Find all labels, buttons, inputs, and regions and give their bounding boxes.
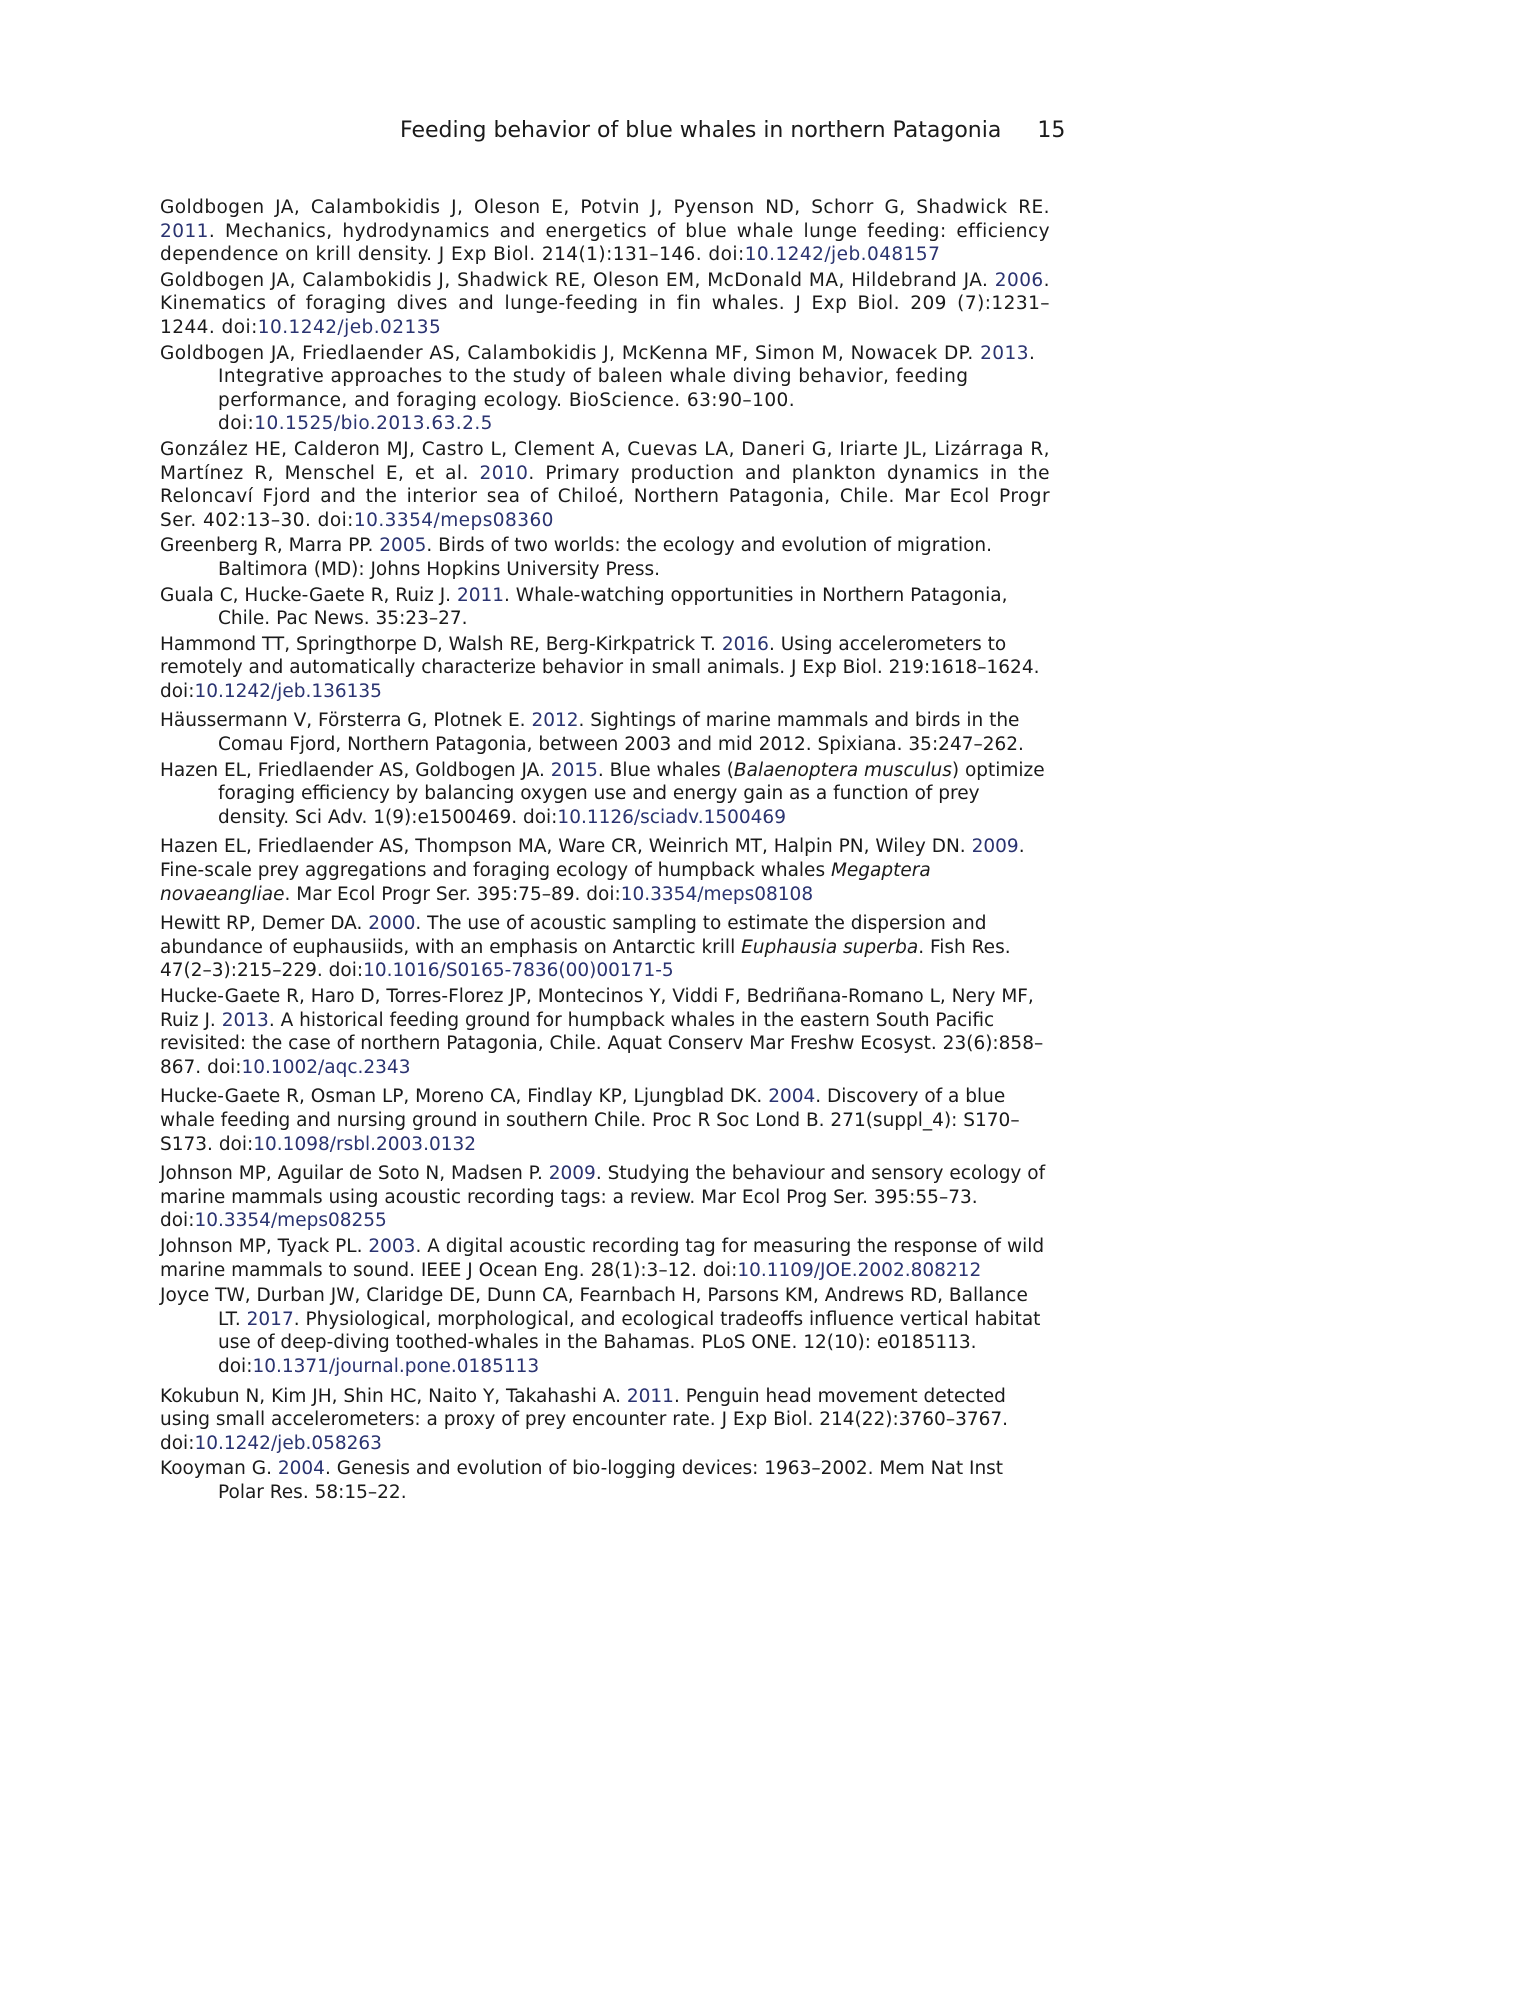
reference-authors: Greenberg R, Marra PP. [160,535,374,557]
reference-year-link[interactable]: 2017 [246,1308,294,1330]
reference-year-link[interactable]: 2009 [548,1163,596,1185]
reference-text: . Kinematics of foraging dives and lunge-feeding in fin whales. J Exp Biol. 209 (7):1231–1244. doi: [160,269,1050,338]
reference-item [160,438,1050,532]
running-head-title: Feeding behavior of blue whales in northern Patagonia [400,118,1002,143]
reference-item [160,1235,1050,1282]
reference-authors: Kokubun N, Kim JH, Shin HC, Naito Y, Takahashi A. [160,1385,621,1407]
reference-year-link[interactable]: 2013 [980,342,1029,364]
reference-doi-link[interactable]: 10.1242/jeb.136135 [194,680,382,702]
reference-text: . Birds of two worlds: the ecology and evolution of migration. Baltimora (MD): Johns Hopkins University Press. [218,535,993,580]
reference-item [160,196,1050,267]
reference-authors: Guala C, Hucke-Gaete R, Ruiz J. [160,584,452,606]
reference-authors: Johnson MP, Aguilar de Soto N, Madsen P. [160,1163,543,1185]
running-head [400,118,1065,143]
reference-year-link[interactable]: 2015 [550,759,598,781]
reference-doi-link[interactable]: 10.1109/JOE.2002.808212 [737,1259,982,1281]
reference-item [160,1162,1050,1233]
reference-year-link[interactable]: 2011 [160,220,209,242]
reference-item [160,269,1050,340]
reference-item [160,835,1050,906]
reference-item [160,1085,1050,1156]
reference-year-link[interactable]: 2006 [994,269,1044,291]
reference-doi-link[interactable]: 10.1242/jeb.058263 [194,1432,382,1454]
reference-text: . Physiological, morphological, and ecological tradeoffs influence vertical habitat use of deep-diving toothed-whales in the Bahamas. PLoS ONE. 12(10): e0185113. doi: [218,1308,1041,1377]
reference-doi-link[interactable]: 10.1525/bio.2013.63.2.5 [254,413,493,435]
reference-item [160,342,1050,436]
reference-text: . Primary production and plankton dynamics in the Reloncaví Fjord and the interior sea of Chiloé, Northern Patagonia, Chile. Mar Ecol Progr Ser. 402:13–30. doi: [160,462,1050,531]
reference-year-link[interactable]: 2012 [531,710,579,732]
reference-authors: Hucke-Gaete R, Haro D, Torres-Florez JP, Montecinos Y, Viddi F, Bedriñana-Romano L, Nery MF, Ruiz J. [160,986,1034,1031]
species-name: Euphausia superba [741,936,919,958]
reference-item [160,633,1050,704]
reference-text-cont: ) optimize foraging efficiency by balancing oxygen use and energy gain as a function of prey density. Sci Adv. 1(9):e1500469. doi: [218,759,1045,828]
reference-doi-link[interactable]: 10.1242/jeb.02135 [257,316,442,338]
reference-list [160,196,1050,1506]
reference-text: . Integrative approaches to the study of baleen whale diving behavior, feeding performance, and foraging ecology. BioScience. 63:90–100. doi: [218,342,1036,435]
reference-year-link[interactable]: 2009 [971,836,1019,858]
reference-text: . A historical feeding ground for humpback whales in the eastern South Pacific revisited: the case of northern Patagonia, Chile. Aquat Conserv Mar Freshw Ecosyst. 23(6):858–867. doi: [160,1009,1044,1078]
reference-year-link[interactable]: 2010 [479,462,529,484]
reference-item [160,759,1050,830]
reference-authors: Hazen EL, Friedlaender AS, Goldbogen JA. [160,759,545,781]
reference-text: . Whale-watching opportunities in Northern Patagonia, Chile. Pac News. 35:23–27. [218,584,1008,630]
reference-year-link[interactable]: 2011 [626,1385,674,1407]
reference-authors: Hazen EL, Friedlaender AS, Thompson MA, Ware CR, Weinrich MT, Halpin PN, Wiley DN. [160,836,966,858]
species-name: Megaptera novaeangliae [160,860,931,905]
reference-text: . Using accelerometers to remotely and automatically characterize behavior in small animals. J Exp Biol. 219:1618–1624. doi: [160,633,1040,702]
reference-item [160,1284,1050,1378]
reference-year-link[interactable]: 2011 [456,584,505,606]
reference-authors: Johnson MP, Tyack PL. [160,1235,363,1257]
reference-year-link[interactable]: 2004 [768,1086,816,1108]
reference-authors: Hammond TT, Springthorpe D, Walsh RE, Berg-Kirkpatrick T. [160,633,716,655]
reference-authors: Goldbogen JA, Calambokidis J, Shadwick RE, Oleson EM, McDonald MA, Hildebrand JA. [160,269,989,291]
reference-authors: González HE, Calderon MJ, Castro L, Clement A, Cuevas LA, Daneri G, Iriarte JL, Lizárraga R, Martínez R, Menschel E, et al. [160,438,1050,484]
reference-item [160,1385,1050,1456]
reference-item [160,534,1050,581]
reference-item [160,709,1050,756]
reference-authors: Hucke-Gaete R, Osman LP, Moreno CA, Findlay KP, Ljungblad DK. [160,1086,763,1108]
reference-text: . Sightings of marine mammals and birds in the Comau Fjord, Northern Patagonia, between 2003 and mid 2012. Spixiana. 35:247–262. [218,710,1024,756]
reference-text: . The use of acoustic sampling to estimate the dispersion and abundance of euphausiids, with an emphasis on Antarctic krill [160,913,987,958]
reference-doi-link[interactable]: 10.1371/journal.pone.0185113 [252,1355,540,1377]
reference-doi-link[interactable]: 10.1242/jeb.048157 [744,244,941,266]
reference-item [160,985,1050,1079]
reference-text: . Studying the behaviour and sensory ecology of marine mammals using acoustic recording tags: a review. Mar Ecol Prog Ser. 395:55–73. doi: [160,1163,1046,1232]
reference-year-link[interactable]: 2016 [721,633,769,655]
reference-authors: Kooyman G. [160,1458,272,1480]
reference-year-link[interactable]: 2003 [368,1235,416,1257]
reference-year-link[interactable]: 2004 [277,1458,325,1480]
reference-doi-link[interactable]: 10.1016/S0165-7836(00)00171-5 [363,960,674,982]
reference-year-link[interactable]: 2013 [221,1009,269,1031]
reference-doi-link[interactable]: 10.1126/sciadv.1500469 [557,806,786,828]
reference-text: . Penguin head movement detected using small accelerometers: a proxy of prey encounter rate. J Exp Biol. 214(22):3760–3767. doi: [160,1385,1009,1454]
reference-authors: Häussermann V, Försterra G, Plotnek E. [160,710,526,732]
reference-authors: Goldbogen JA, Friedlaender AS, Calambokidis J, McKenna MF, Simon M, Nowacek DP. [160,342,974,364]
reference-text-cont: . Fish Res. 47(2–3):215–229. doi: [160,936,1011,982]
reference-authors: Hewitt RP, Demer DA. [160,913,363,935]
reference-item [160,584,1050,631]
reference-year-link[interactable]: 2000 [368,913,416,935]
reference-doi-link[interactable]: 10.1002/aqc.2343 [241,1056,411,1078]
reference-text: . A digital acoustic recording tag for measuring the response of wild marine mammals to sound. IEEE J Ocean Eng. 28(1):3–12. doi: [160,1235,1045,1281]
reference-text: . Discovery of a blue whale feeding and nursing ground in southern Chile. Proc R Soc Lond B. 271(suppl_4): S170–S173. doi: [160,1086,1020,1155]
reference-doi-link[interactable]: 10.3354/meps08360 [353,509,554,531]
reference-text: . Fine-scale prey aggregations and foraging ecology of humpback whales [160,836,1025,882]
reference-item [160,1457,1050,1504]
reference-doi-link[interactable]: 10.1098/rsbl.2003.0132 [253,1133,477,1155]
reference-doi-link[interactable]: 10.3354/meps08255 [194,1210,387,1232]
reference-text-cont: . Mar Ecol Progr Ser. 395:75–89. doi: [284,883,621,905]
reference-text: . Genesis and evolution of bio-logging devices: 1963–2002. Mem Nat Inst Polar Res. 58:15–22. [218,1458,1004,1503]
reference-authors: Joyce TW, Durban JW, Claridge DE, Dunn CA, Fearnbach H, Parsons KM, Andrews RD, Ballance LT. [160,1285,1028,1330]
reference-text: . Blue whales ( [597,759,734,781]
reference-year-link[interactable]: 2005 [379,535,427,557]
reference-authors: Goldbogen JA, Calambokidis J, Oleson E, Potvin J, Pyenson ND, Schorr G, Shadwick RE. [160,197,1050,218]
reference-item [160,912,1050,983]
reference-doi-link[interactable]: 10.3354/meps08108 [620,883,814,905]
reference-text: . Mechanics, hydrodynamics and energetics of blue whale lunge feeding: efficiency dependence on krill density. J Exp Biol. 214(1):131–146. doi: [160,220,1050,266]
species-name: Balaenoptera musculus [733,759,952,781]
page-number: 15 [1037,118,1066,143]
